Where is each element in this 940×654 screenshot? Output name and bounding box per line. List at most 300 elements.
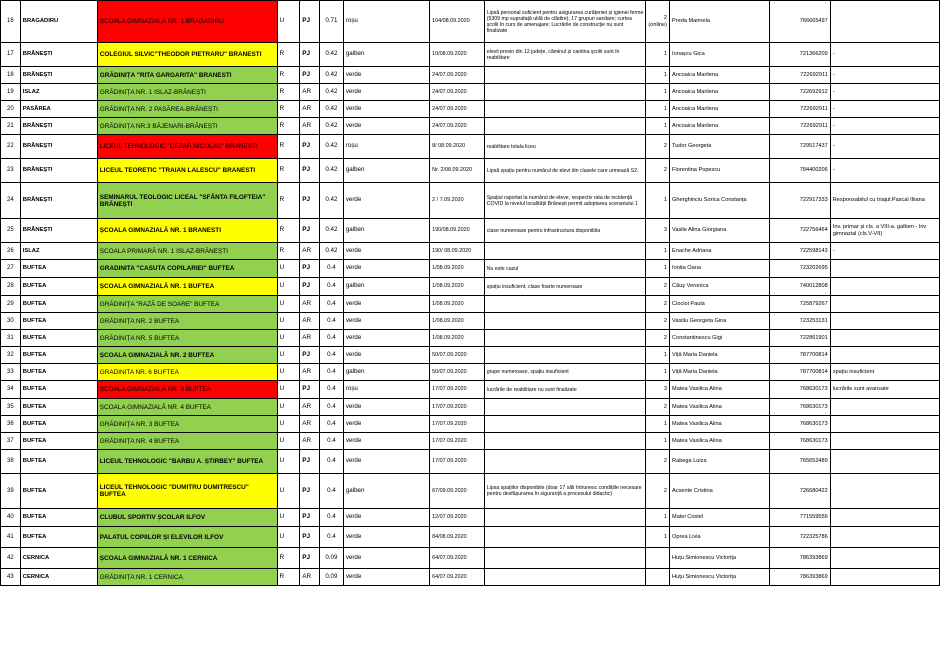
unit-kind: AR: [300, 569, 320, 586]
area-type: U: [277, 313, 300, 330]
notes: [830, 474, 939, 509]
notes: [830, 330, 939, 347]
locality: BRĂNEȘTI: [20, 183, 97, 219]
decision-number: 67/09.09.2020: [430, 474, 485, 509]
phone: 722692911: [769, 67, 830, 84]
row-number: 38: [1, 450, 21, 474]
locality: BRAGADIRU: [20, 1, 97, 43]
table-row: [1, 183, 940, 219]
observations: [484, 347, 646, 364]
school-name: GRĂDINIȚA "RAZĂ DE SOARE" BUFTEA: [97, 296, 277, 313]
row-number: 17: [1, 43, 21, 67]
area-type: R: [277, 135, 300, 159]
school-name: GRĂDINIȚA NR. 5 BUFTEA: [97, 330, 277, 347]
school-name: ȘCOALA GIMNAZIALĂ NR. 1 BRANESTI: [97, 219, 277, 243]
row-number: 19: [1, 84, 21, 101]
area-type: U: [277, 509, 300, 527]
unit-kind: PJ: [300, 509, 320, 527]
locality: BUFTEA: [20, 381, 97, 399]
notes: [830, 296, 939, 313]
area-type: R: [277, 84, 300, 101]
scenario-count: 1: [646, 101, 670, 118]
school-name: COLEGIUL SILVIC"THEODOR PIETRARU" BRANESTI: [97, 43, 277, 67]
locality: BUFTEA: [20, 509, 97, 527]
phone: 722325786: [769, 527, 830, 548]
phone: 765652489: [769, 450, 830, 474]
observations: reabilitare totala liceu: [484, 135, 646, 159]
unit-kind: AR: [300, 84, 320, 101]
area-type: R: [277, 183, 300, 219]
decision-number: 17/07.09.2020: [430, 433, 485, 450]
locality: BUFTEA: [20, 313, 97, 330]
school-name: GRĂDINIȚA NR. 2 BUFTEA: [97, 313, 277, 330]
row-number: 26: [1, 243, 21, 260]
scenario-count: [646, 569, 670, 586]
incidence-rate: 0.42: [320, 67, 344, 84]
representative: Ancoaica Marilena: [670, 118, 769, 135]
scenario-count: 1: [646, 43, 670, 67]
unit-kind: AR: [300, 313, 320, 330]
incidence-rate: 0.4: [320, 313, 344, 330]
decision-number: 190/ 08.09.2020: [430, 243, 485, 260]
area-type: R: [277, 569, 300, 586]
phone: 768630173: [769, 416, 830, 433]
row-number: 30: [1, 313, 21, 330]
notes: -: [830, 159, 939, 183]
notes: -: [830, 118, 939, 135]
unit-kind: PJ: [300, 548, 320, 569]
school-name: ȘCOALA GIMNAZIALĂ NR. 1 BRAGADIRU: [97, 1, 277, 43]
locality: BUFTEA: [20, 296, 97, 313]
representative: Căuș Veronica: [670, 278, 769, 296]
decision-number: 64/07.09.2020: [430, 548, 485, 569]
scenario-count: [646, 548, 670, 569]
locality: BUFTEA: [20, 330, 97, 347]
scenario-color: verde: [343, 243, 429, 260]
decision-number: 12/07.09.2020: [430, 509, 485, 527]
decision-number: 17/07.09.2020: [430, 399, 485, 416]
notes: -: [830, 43, 939, 67]
scenario-color: verde: [343, 509, 429, 527]
phone: 726680422: [769, 474, 830, 509]
incidence-rate: 0.4: [320, 381, 344, 399]
representative: Matei Costel: [670, 509, 769, 527]
incidence-rate: 0.09: [320, 548, 344, 569]
locality: BUFTEA: [20, 278, 97, 296]
school-name: GRĂDINIȚA NR. 2 PASĂREA-BRĂNEȘTI: [97, 101, 277, 118]
scenario-color: galben: [343, 364, 429, 381]
area-type: U: [277, 260, 300, 278]
school-name: PALATUL COPIILOR ȘI ELEVILOR ILFOV: [97, 527, 277, 548]
observations: Lipsa spațiilor disponibile (doar 17 săli întrunesc condițiile necesare pentru desfășurarea în siguranță a procesului didactic): [484, 474, 646, 509]
representative: Rabega Luiza: [670, 450, 769, 474]
scenario-color: galben: [343, 278, 429, 296]
table-row: [1, 450, 940, 474]
table-row: [1, 474, 940, 509]
unit-kind: AR: [300, 399, 320, 416]
incidence-rate: 0.4: [320, 509, 344, 527]
scenario-count: 2: [646, 278, 670, 296]
locality: CERNICA: [20, 548, 97, 569]
scenario-count: 1: [646, 67, 670, 84]
school-name: GRĂDINIȚA NR. 4 BUFTEA: [97, 433, 277, 450]
row-number: 16: [1, 1, 21, 43]
area-type: U: [277, 278, 300, 296]
scenario-count: 1: [646, 84, 670, 101]
school-name: ȘCOALA GIMNAZIALĂ NR. 1 CERNICA: [97, 548, 277, 569]
table-row: [1, 101, 940, 118]
school-name: GRĂDINIȚA NR. 1 CERNICA: [97, 569, 277, 586]
table-row: [1, 527, 940, 548]
notes: -: [830, 101, 939, 118]
decision-number: 2 / 7.09.2020: [430, 183, 485, 219]
school-name: ȘCOALA PRIMARĂ NR. 1 ISLAZ-BRĂNEȘTI: [97, 243, 277, 260]
table-row: [1, 548, 940, 569]
scenario-color: verde: [343, 548, 429, 569]
locality: BUFTEA: [20, 527, 97, 548]
notes: [830, 399, 939, 416]
scenario-color: verde: [343, 416, 429, 433]
locality: BRĂNEȘTI: [20, 67, 97, 84]
row-number: 41: [1, 527, 21, 548]
locality: BUFTEA: [20, 416, 97, 433]
school-name: LICEUL TEORETIC "TRAIAN LALESCU" BRANESTI: [97, 159, 277, 183]
representative: Huțu Simionescu Victorița: [670, 548, 769, 569]
phone: 722598143: [769, 243, 830, 260]
area-type: U: [277, 450, 300, 474]
table-row: [1, 433, 940, 450]
locality: ISLAZ: [20, 243, 97, 260]
phone: 766665497: [769, 1, 830, 43]
scenario-count: 2: [646, 135, 670, 159]
school-name: GRĂDINIȚA NR. 1 ISLAZ-BRĂNEȘTI: [97, 84, 277, 101]
unit-kind: PJ: [300, 278, 320, 296]
area-type: R: [277, 67, 300, 84]
notes: -: [830, 135, 939, 159]
notes: Inv. primar și cls. a VIII-a. galben - Inv gimnazial (cls.V-VII): [830, 219, 939, 243]
scenario-count: 2 (online): [646, 1, 670, 43]
scenario-color: verde: [343, 347, 429, 364]
scenario-count: 1: [646, 260, 670, 278]
scenario-count: 2: [646, 159, 670, 183]
incidence-rate: 0.4: [320, 416, 344, 433]
decision-number: 1/08.09.2020: [430, 296, 485, 313]
table-row: [1, 1, 940, 43]
notes: Responsabilul cu triajul:Pascal Iliiana: [830, 183, 939, 219]
incidence-rate: 0.42: [320, 101, 344, 118]
unit-kind: PJ: [300, 381, 320, 399]
representative: Enache Adriana: [670, 243, 769, 260]
area-type: R: [277, 219, 300, 243]
observations: [484, 548, 646, 569]
incidence-rate: 0.4: [320, 347, 344, 364]
incidence-rate: 0.4: [320, 474, 344, 509]
notes: [830, 347, 939, 364]
row-number: 21: [1, 118, 21, 135]
locality: BRĂNEȘTI: [20, 135, 97, 159]
unit-kind: PJ: [300, 135, 320, 159]
unit-kind: AR: [300, 118, 320, 135]
notes: [830, 527, 939, 548]
incidence-rate: 0.4: [320, 330, 344, 347]
decision-number: 10/08.09.2020: [430, 43, 485, 67]
incidence-rate: 0.4: [320, 364, 344, 381]
area-type: U: [277, 296, 300, 313]
locality: PASĂREA: [20, 101, 97, 118]
scenario-count: 1: [646, 347, 670, 364]
table-row: [1, 243, 940, 260]
scenario-count: 2: [646, 330, 670, 347]
scenario-count: 2: [646, 450, 670, 474]
representative: Vasiliu Georgeta Gina: [670, 313, 769, 330]
row-number: 31: [1, 330, 21, 347]
row-number: 18: [1, 67, 21, 84]
incidence-rate: 0.42: [320, 159, 344, 183]
scenario-count: 2: [646, 474, 670, 509]
incidence-rate: 0.4: [320, 527, 344, 548]
representative: Ionita Oana: [670, 260, 769, 278]
table-row: [1, 509, 940, 527]
observations: [484, 313, 646, 330]
scenario-color: verde: [343, 433, 429, 450]
incidence-rate: 0.71: [320, 1, 344, 43]
scenario-count: 1: [646, 416, 670, 433]
unit-kind: AR: [300, 364, 320, 381]
incidence-rate: 0.4: [320, 296, 344, 313]
locality: BRĂNEȘTI: [20, 43, 97, 67]
table-row: [1, 569, 940, 586]
scenario-color: verde: [343, 330, 429, 347]
notes: [830, 548, 939, 569]
unit-kind: PJ: [300, 67, 320, 84]
incidence-rate: 0.42: [320, 219, 344, 243]
representative: Preda Marinela: [670, 1, 769, 43]
row-number: 29: [1, 296, 21, 313]
unit-kind: PJ: [300, 183, 320, 219]
unit-kind: AR: [300, 101, 320, 118]
scenario-color: verde: [343, 399, 429, 416]
scenario-color: verde: [343, 313, 429, 330]
scenario-count: 3: [646, 219, 670, 243]
incidence-rate: 0.42: [320, 84, 344, 101]
observations: [484, 450, 646, 474]
table-row: [1, 330, 940, 347]
unit-kind: AR: [300, 433, 320, 450]
table-row: [1, 364, 940, 381]
phone: 786393869: [769, 548, 830, 569]
area-type: R: [277, 43, 300, 67]
decision-number: 1/08.09.2020: [430, 313, 485, 330]
row-number: 35: [1, 399, 21, 416]
table-row: [1, 416, 940, 433]
table-row: [1, 43, 940, 67]
observations: [484, 527, 646, 548]
scenario-color: galben: [343, 43, 429, 67]
decision-number: 64/07.09.2020: [430, 569, 485, 586]
row-number: 22: [1, 135, 21, 159]
table-row: [1, 278, 940, 296]
representative: Viță Maria Daniela: [670, 364, 769, 381]
locality: BRĂNEȘTI: [20, 159, 97, 183]
table-row: [1, 381, 940, 399]
observations: [484, 84, 646, 101]
table-row: [1, 313, 940, 330]
school-name: ȘCOALA GIMNAZIALĂ NR. 4 BUFTEA: [97, 399, 277, 416]
observations: [484, 243, 646, 260]
school-name: LICEUL TEHNOLOGIC "CEZAR NICOLAU" BRANESTI: [97, 135, 277, 159]
row-number: 33: [1, 364, 21, 381]
observations: [484, 101, 646, 118]
school-name: SEMINARUL TEOLOGIC LICEAL "SFÂNTA FILOFTEIA" BRĂNEȘTI: [97, 183, 277, 219]
observations: Lipsă personal suficient pentru asigurarea curățeniei și igienei ferme (5309 mp suprafață utilă de clădire); 17 grupuri sanitare; curtea școlii în curs de amenajare; Lucrările de construcție nu sunt finalizate: [484, 1, 646, 43]
school-name: GRADINITA "CASUTA COPILARIEI" BUFTEA: [97, 260, 277, 278]
locality: BUFTEA: [20, 347, 97, 364]
row-number: 28: [1, 278, 21, 296]
observations: Spațiul raportat la numărul de eleve, respectiv rata de incidență COVID la nivelul localității Brănești permit adoptarea scenariului 1: [484, 183, 646, 219]
decision-number: 1/08.09.2020: [430, 330, 485, 347]
table-row: [1, 118, 940, 135]
row-number: 24: [1, 183, 21, 219]
area-type: R: [277, 548, 300, 569]
representative: Oprea Livia: [670, 527, 769, 548]
observations: clase numeroase pentru infrastructura disponibila: [484, 219, 646, 243]
representative: Ancoaica Marilena: [670, 84, 769, 101]
phone: 786393869: [769, 569, 830, 586]
decision-number: 17/07.09.2020: [430, 381, 485, 399]
phone: 723202695: [769, 260, 830, 278]
phone: 722692912: [769, 84, 830, 101]
scenario-count: 3: [646, 381, 670, 399]
observations: spațiu insuficient, clase foarte numeroase: [484, 278, 646, 296]
representative: Ancoaica Marilena: [670, 67, 769, 84]
scenario-count: 2: [646, 399, 670, 416]
scenario-color: galben: [343, 159, 429, 183]
incidence-rate: 0.4: [320, 433, 344, 450]
row-number: 43: [1, 569, 21, 586]
decision-number: 1/08.09.2020: [430, 278, 485, 296]
school-name: GRĂDINIȚA NR. 3 BUFTEA: [97, 416, 277, 433]
phone: 740012808: [769, 278, 830, 296]
row-number: 37: [1, 433, 21, 450]
representative: Ionașcu Gica: [670, 43, 769, 67]
observations: Lipsă spațiu pentru numărul de elevi din clasele care urmează S2.: [484, 159, 646, 183]
incidence-rate: 0.42: [320, 243, 344, 260]
notes: [830, 569, 939, 586]
notes: -: [830, 67, 939, 84]
school-name: GRADINITA NR. 6 BUFTEA: [97, 364, 277, 381]
observations: [484, 118, 646, 135]
observations: lucrările de reabilitare nu sunt finalizate: [484, 381, 646, 399]
notes: [830, 509, 939, 527]
phone: 768630173: [769, 381, 830, 399]
phone: 722917333: [769, 183, 830, 219]
locality: BUFTEA: [20, 260, 97, 278]
phone: 784400206: [769, 159, 830, 183]
decision-number: 190/08.09.2020: [430, 219, 485, 243]
area-type: U: [277, 330, 300, 347]
phone: 723253131: [769, 313, 830, 330]
area-type: U: [277, 1, 300, 43]
row-number: 32: [1, 347, 21, 364]
area-type: U: [277, 474, 300, 509]
scenario-count: 1: [646, 364, 670, 381]
area-type: U: [277, 364, 300, 381]
observations: [484, 433, 646, 450]
decision-number: 24/07.09.2020: [430, 84, 485, 101]
decision-number: 50/07.09.2020: [430, 347, 485, 364]
representative: Matea Vasilica Alina: [670, 381, 769, 399]
notes: [830, 416, 939, 433]
locality: BRĂNEȘTI: [20, 219, 97, 243]
table-row: [1, 67, 940, 84]
area-type: U: [277, 381, 300, 399]
unit-kind: PJ: [300, 219, 320, 243]
notes: -: [830, 243, 939, 260]
row-number: 20: [1, 101, 21, 118]
observations: [484, 569, 646, 586]
table-row: [1, 219, 940, 243]
phone: 771559556: [769, 509, 830, 527]
scenario-color: verde: [343, 260, 429, 278]
representative: Vasile Alina Giorgiana: [670, 219, 769, 243]
scenario-color: galben: [343, 219, 429, 243]
table-row: [1, 135, 940, 159]
phone: 722692911: [769, 118, 830, 135]
table-row: [1, 84, 940, 101]
row-number: 27: [1, 260, 21, 278]
representative: Ciocioi Paula: [670, 296, 769, 313]
representative: Matea Vasilica Alina: [670, 433, 769, 450]
scenario-count: 1: [646, 243, 670, 260]
school-name: GRĂDINIȚA "RITA GARGARITA" BRANESTI: [97, 67, 277, 84]
unit-kind: PJ: [300, 43, 320, 67]
row-number: 42: [1, 548, 21, 569]
scenario-count: 2: [646, 313, 670, 330]
observations: [484, 416, 646, 433]
unit-kind: PJ: [300, 159, 320, 183]
representative: Florentina Popescu: [670, 159, 769, 183]
row-number: 34: [1, 381, 21, 399]
unit-kind: PJ: [300, 527, 320, 548]
notes: lucrările sunt avansate: [830, 381, 939, 399]
scenario-color: verde: [343, 450, 429, 474]
scenario-count: 1: [646, 527, 670, 548]
area-type: U: [277, 433, 300, 450]
decision-number: 8/ 08.09.2020: [430, 135, 485, 159]
incidence-rate: 0.42: [320, 43, 344, 67]
decision-number: 24/07.09.2020: [430, 118, 485, 135]
representative: Acsente Cristina: [670, 474, 769, 509]
representative: Ancoaica Marilena: [670, 101, 769, 118]
area-type: U: [277, 347, 300, 364]
phone: 722756464: [769, 219, 830, 243]
school-name: CLUBUL SPORTIV ȘCOLAR ILFOV: [97, 509, 277, 527]
notes: -: [830, 84, 939, 101]
decision-number: Nr. 2/08.09.2020: [430, 159, 485, 183]
table-row: [1, 296, 940, 313]
unit-kind: PJ: [300, 1, 320, 43]
row-number: 25: [1, 219, 21, 243]
locality: BUFTEA: [20, 474, 97, 509]
row-number: 39: [1, 474, 21, 509]
table-row: [1, 347, 940, 364]
scenario-color: roșu: [343, 135, 429, 159]
scenario-color: verde: [343, 101, 429, 118]
incidence-rate: 0.4: [320, 278, 344, 296]
locality: BUFTEA: [20, 399, 97, 416]
scenario-color: roșu: [343, 381, 429, 399]
locality: BUFTEA: [20, 450, 97, 474]
